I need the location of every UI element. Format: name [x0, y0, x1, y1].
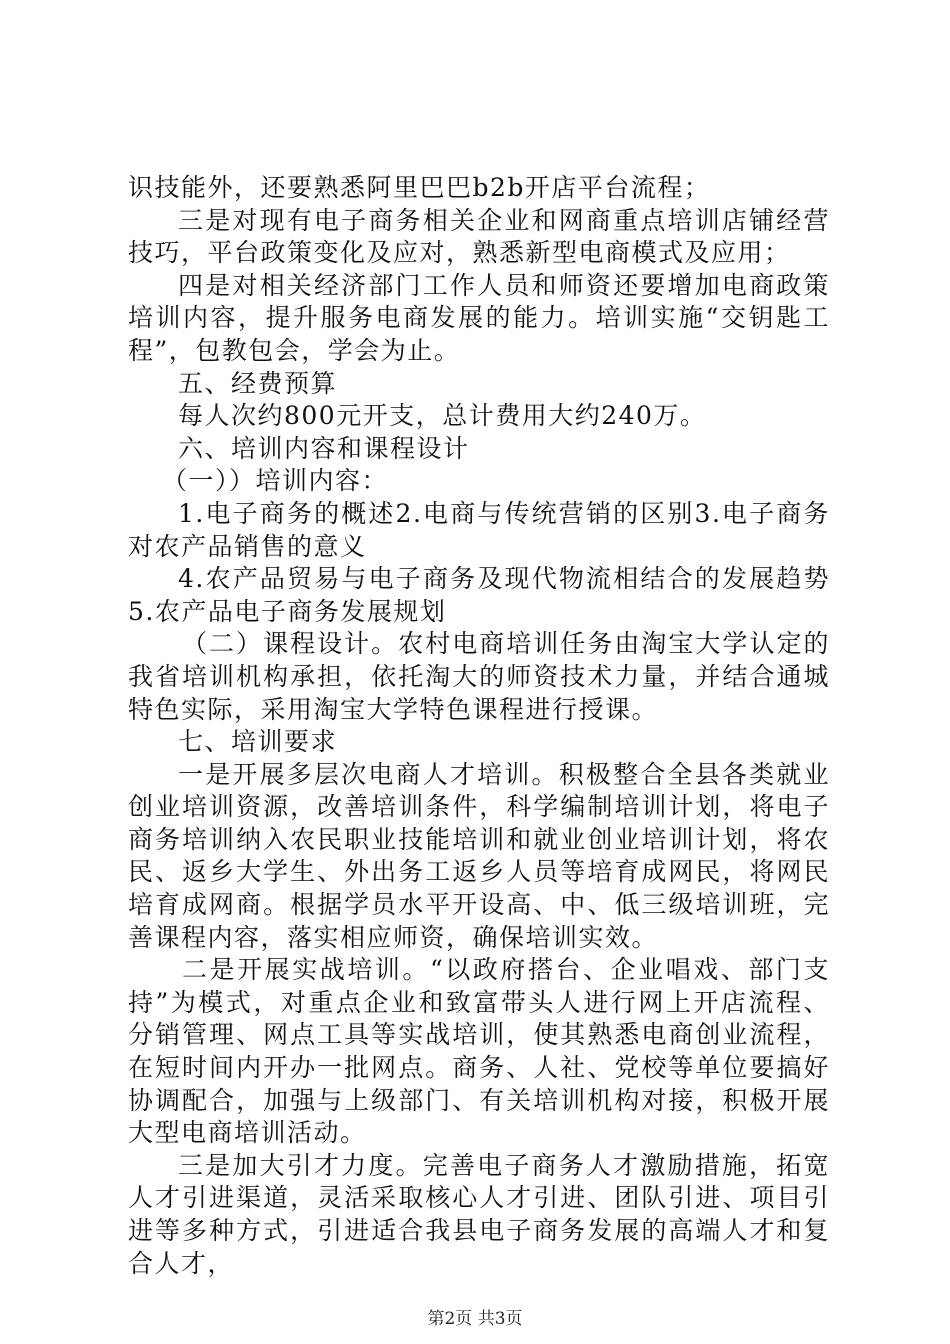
- paragraph-policy-training: 四是对相关经济部门工作人员和师资还要增加电商政策培训内容，提升服务电商发展的能力。培训实施“交钥匙工程”，包教包会，学会为止。: [128, 270, 830, 365]
- paragraph-store-training: 三是对现有电子商务相关企业和网商重点培训店铺经营技巧，平台政策变化及应对，熟悉新型电商模式及应用；: [128, 205, 830, 268]
- heading-training-content: （一））培训内容：: [162, 466, 389, 496]
- paragraph-requirement-1: 一是开展多层次电商人才培训。积极整合全县各类就业创业培训资源，改善培训条件，科学编制培训计划，将电子商务培训纳入农民职业技能培训和就业创业培训计划，将农民、返乡大学生、外出务工返乡人员等培育成网民，将网民培育成网商。根据学员水平开设高、中、低三级培训班，完善课程内容，落实相应师资，确保培训实效。: [128, 759, 830, 952]
- paragraph-course-design: （二）课程设计。农村电商培训任务由淘宝大学认定的我省培训机构承担，依托淘大的师资技术力量，并结合通城特色实际，采用淘宝大学特色课程进行授课。: [128, 629, 830, 724]
- paragraph-budget: 每人次约800元开支，总计费用大约240万。: [178, 401, 707, 431]
- heading-requirements: 七、培训要求: [178, 727, 338, 757]
- heading-budget: 五、经费预算: [178, 368, 338, 398]
- paragraph-content-list-1: 1.电子商务的概述2.电商与传统营销的区别3.电子商务对农产品销售的意义: [128, 498, 830, 561]
- paragraph-content-list-2: 4.农产品贸易与电子商务及现代物流相结合的发展趋势5.农产品电子商务发展规划: [128, 564, 830, 626]
- paragraph-requirement-2: 二是开展实战培训。“以政府搭台、企业唱戏、部门支持”为模式，对重点企业和致富带头人进行网上开店流程、分销管理、网点工具等实战培训，使其熟悉电商创业流程，在短时间内开办一批网点。商务、人社、党校等单位要搞好协调配合，加强与上级部门、有关培训机构对接，积极开展大型电商培训活动。: [128, 955, 830, 1148]
- heading-content-design: 六、培训内容和课程设计: [178, 433, 470, 463]
- page-footer: 第2页 共3页: [427, 1309, 523, 1329]
- document-body: [128, 172, 830, 1280]
- paragraph-continuation: 识技能外，还要熟悉阿里巴巴b2b开店平台流程；: [128, 173, 711, 202]
- paragraph-requirement-3: 三是加大引才力度。完善电子商务人才激励措施，拓宽人才引进渠道，灵活采取核心人才引进、团队引进、项目引进等多种方式，引进适合我县电子商务发展的高端人才和复合人才，: [128, 1150, 830, 1278]
